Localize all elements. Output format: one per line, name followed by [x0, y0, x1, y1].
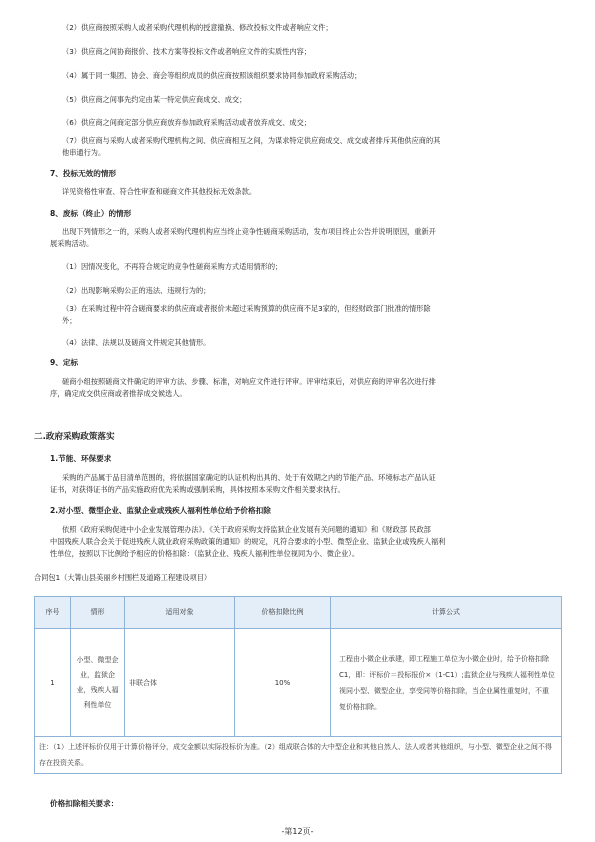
deduction-text-line1: 依照《政府采购促进中小企业发展管理办法》、《关于政府采购支持监狱企业发展有关问题的通知》和《财政部 民政部 — [62, 525, 431, 534]
header-situation: 情形 — [71, 597, 125, 629]
clause-5: （5）供应商之间事先约定由某一特定供应商成交、成交； — [62, 95, 247, 104]
table-note-row — [35, 737, 562, 774]
heading-price-deduction: 2.对小型、微型企业、监狱企业或残疾人福利性单位给予价格扣除 — [50, 506, 271, 515]
termination-3-line2: 外； — [62, 316, 77, 325]
price-deduction-table — [34, 596, 562, 774]
clause-2: （2）供应商按照采购人或者采购代理机构的授意撤换、修改投标文件或者响应文件； — [62, 23, 333, 32]
termination-4: （4）法律、法规以及磋商文件规定其他情形。 — [62, 338, 211, 347]
header-formula: 计算公式 — [331, 597, 562, 629]
heading-termination: 8、废标（终止）的情形 — [50, 209, 132, 218]
cell-formula: 工程由小微企业承建，即工程施工单位为小微企业时，给予价格扣除C1，即：评标价＝投标报价×（1-C1）;监狱企业与残疾人福利性单位视同小型、微型企业，享受同等价格扣除，当企业属性重复时，不重复价格扣除。 — [331, 629, 562, 737]
table-header-row — [35, 597, 562, 629]
termination-1: （1）因情况变化，不再符合规定的竞争性磋商采购方式适用情形的； — [62, 262, 283, 271]
cell-no: 1 — [35, 629, 71, 737]
contract-package-title: 合同包1（大箐山县美丽乡村围栏及道路工程建设项目） — [34, 573, 212, 582]
page-number: -第12页- — [281, 827, 314, 836]
section-title: 二.政府采购政策落实 — [34, 432, 115, 442]
clause-7-line2: 他串通行为。 — [62, 148, 106, 157]
termination-3-line1: （3）在采购过程中符合磋商要求的供应商或者报价未超过采购预算的供应商不足3家的，但经财政部门批准的情形除 — [62, 304, 431, 313]
deduction-text-line3: 性单位，按照以下比例给予相应的价格扣除：（监狱企业、残疾人福利性单位视同为小、微企业）。 — [50, 549, 360, 558]
clause-3: （3）供应商之间协商报价、技术方案等投标文件或者响应文件的实质性内容； — [62, 47, 311, 56]
termination-2: （2）出现影响采购公正的违法、违规行为的； — [62, 286, 211, 295]
table-row — [35, 629, 562, 737]
award-text-line1: 磋商小组按照磋商文件确定的评审方法、步骤、标准，对响应文件进行评审。评审结束后，对供应商的评审名次进行排 — [62, 377, 436, 386]
clause-4: （4）属于同一集团、协会、商会等组织成员的供应商按照该组织要求协同参加政府采购活动； — [62, 71, 362, 80]
award-text-line2: 序，确定成交供应商或者推荐成交候选人。 — [50, 389, 187, 398]
header-no: 序号 — [35, 597, 71, 629]
heading-invalid-bid: 7、投标无效的情形 — [50, 169, 117, 178]
heading-energy: 1.节能、环保要求 — [50, 454, 112, 463]
heading-award: 9、定标 — [50, 358, 79, 367]
cell-situation: 小型、微型企业，监狱企业，残疾人福利性单位 — [71, 629, 125, 737]
price-deduction-requirements-heading: 价格扣除相关要求： — [50, 799, 119, 808]
cell-target: 非联合体 — [125, 629, 235, 737]
termination-text-line2: 展采购活动。 — [50, 239, 94, 248]
header-ratio: 价格扣除比例 — [235, 597, 331, 629]
deduction-text-line2: 中国残疾人联合会关于促进残疾人就业政府采购政策的通知》的规定，凡符合要求的小型、微型企业、监狱企业或残疾人福利 — [50, 537, 446, 546]
energy-text-line1: 采购的产品属于品目清单范围的，将依据国家确定的认证机构出具的、处于有效期之内的节能产品、环境标志产品认证 — [62, 473, 436, 482]
clause-6: （6）供应商之间商定部分供应商放弃参加政府采购活动或者放弃成交、成交； — [62, 118, 311, 127]
table-note: 注：（1）上述评标价仅用于计算价格评分，成交金额以实际投标价为准。（2）组成联合体的大中型企业和其他自然人、法人或者其他组织，与小型、微型企业之间不得存在投资关系。 — [35, 737, 562, 774]
clause-7-line1: （7）供应商与采购人或者采购代理机构之间、供应商相互之间，为谋求特定供应商成交、成交或者排斥其他供应商的其 — [62, 136, 441, 145]
energy-text-line2: 证书，对获得证书的产品实施政府优先采购或强制采购，具体按照本采购文件相关要求执行。 — [50, 485, 345, 494]
termination-text-line1: 出现下列情形之一的，采购人或者采购代理机构应当终止竞争性磋商采购活动，发布项目终止公告并说明原因，重新开 — [62, 227, 436, 236]
cell-ratio: 10% — [235, 629, 331, 737]
invalid-bid-text: 详见资格性审查、符合性审查和磋商文件其他投标无效条款。 — [62, 187, 257, 196]
header-target: 适用对象 — [125, 597, 235, 629]
